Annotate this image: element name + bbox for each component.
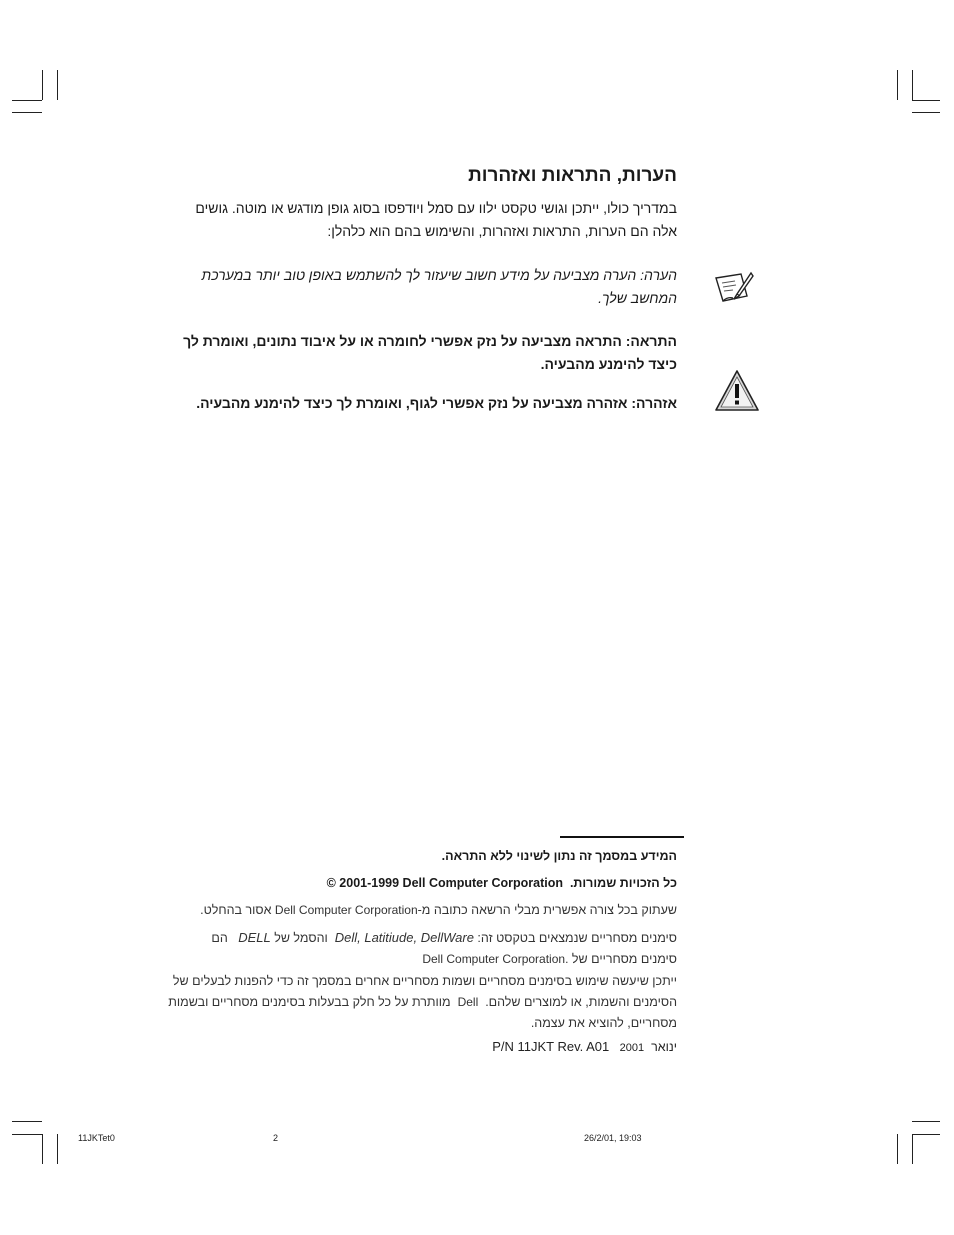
note-block <box>167 264 677 310</box>
warning-block <box>167 392 677 415</box>
intro-paragraph: במדריך כולו, ייתכן וגושי טקסט ילוו עם סמל ויודפסו בסוג גופן מודגש או מוטה. גושים אלה הם הערות, התראות ואזהרות, והשימוש בהם הוא כלהלן: <box>195 200 677 239</box>
crop-mark <box>12 1121 42 1122</box>
publication-info <box>157 1036 677 1059</box>
crop-mark <box>912 1121 940 1122</box>
notice-label: התראה: <box>625 333 677 349</box>
trademarks-text-3: הם <box>211 931 228 945</box>
crop-mark <box>12 100 42 101</box>
crop-mark <box>897 1134 898 1164</box>
crop-mark <box>42 1134 43 1164</box>
publication-month: ינואר <box>651 1040 677 1054</box>
trademarks-text: סימנים מסחריים שנמצאים בטקסט זה: <box>477 931 677 945</box>
crop-mark <box>912 1134 940 1135</box>
notice-block <box>167 330 677 376</box>
other-trademarks-text-2: מוותרת על כל חלק בבעלות בסימנים מסחריים ובשמות מסחריים, להוציא את עצמה. <box>168 995 677 1030</box>
crop-mark <box>912 70 913 100</box>
note-pencil-icon <box>713 268 755 308</box>
footer-timestamp: 26/2/01, 19:03 <box>584 1133 642 1143</box>
trademarks-company: Dell Computer Corporation. <box>422 952 569 966</box>
subject-to-change-notice: המידע במסמך זה נתון לשינוי ללא התראה. <box>441 849 677 863</box>
note-label: הערה: <box>640 267 677 283</box>
footer-filename: 11JKTet0 <box>78 1133 115 1143</box>
page-title: הערות, התראות ואזהרות <box>468 165 677 186</box>
notice-text: התראה מצביעה על נזק אפשרי לחומרה או על איבוד נתונים, ואומרת לך כיצד להימנע מהבעיה. <box>183 333 677 372</box>
reproduction-notice <box>157 900 677 921</box>
section-divider <box>560 836 684 838</box>
copyright-rights: כל הזכויות שמורות. <box>569 876 677 890</box>
trademark-names: Dell, Latitiude, DellWare <box>334 930 474 945</box>
part-number: P/N 11JKT Rev. A01 <box>492 1039 610 1054</box>
warning-triangle-icon <box>714 369 760 413</box>
warning-label: אזהרה: <box>631 395 677 411</box>
crop-mark <box>912 100 940 101</box>
publication-year: 2001 <box>619 1042 645 1054</box>
crop-mark <box>897 70 898 100</box>
reproduction-text-end: אסור בהחלט. <box>200 903 272 917</box>
trademarks-text-4: סימנים מסחריים של <box>571 952 677 966</box>
crop-mark <box>12 112 42 113</box>
reproduction-company: Dell Computer Corporation <box>274 903 418 917</box>
copyright-holder: © 2001-1999 Dell Computer Corporation <box>326 876 563 890</box>
note-text: הערה מצביעה על מידע חשוב שיעזור לך להשתמש באופן טוב יותר במערכת המחשב שלך. <box>201 267 677 306</box>
crop-mark <box>912 112 940 113</box>
trademarks-notice <box>157 927 677 970</box>
crop-mark <box>57 1134 58 1164</box>
crop-mark <box>12 1134 42 1135</box>
dell-logo-text: DELL <box>238 930 271 945</box>
other-trademarks-text: ייתכן שיעשה שימוש בסימנים מסחריים ושמות מסחריים אחרים במסמך זה כדי להפנות לבעלים של הסימנים והשמות, או למוצרים שלהם. <box>172 974 677 1009</box>
other-trademarks-dell: Dell <box>457 995 479 1009</box>
crop-mark <box>42 70 43 100</box>
reproduction-text: שעתוק בכל צורה אפשרית מבלי הרשאה כתובה מ- <box>417 903 677 917</box>
other-trademarks-notice <box>157 971 677 1034</box>
footer-page-number: 2 <box>273 1133 279 1143</box>
crop-mark <box>57 70 58 100</box>
trademarks-text-2: והסמל של <box>274 931 328 945</box>
crop-mark <box>912 1134 913 1164</box>
copyright-line <box>157 873 677 894</box>
warning-text: אזהרה מצביעה על נזק אפשרי לגוף, ואומרת לך כיצד להימנע מהבעיה. <box>196 395 628 411</box>
